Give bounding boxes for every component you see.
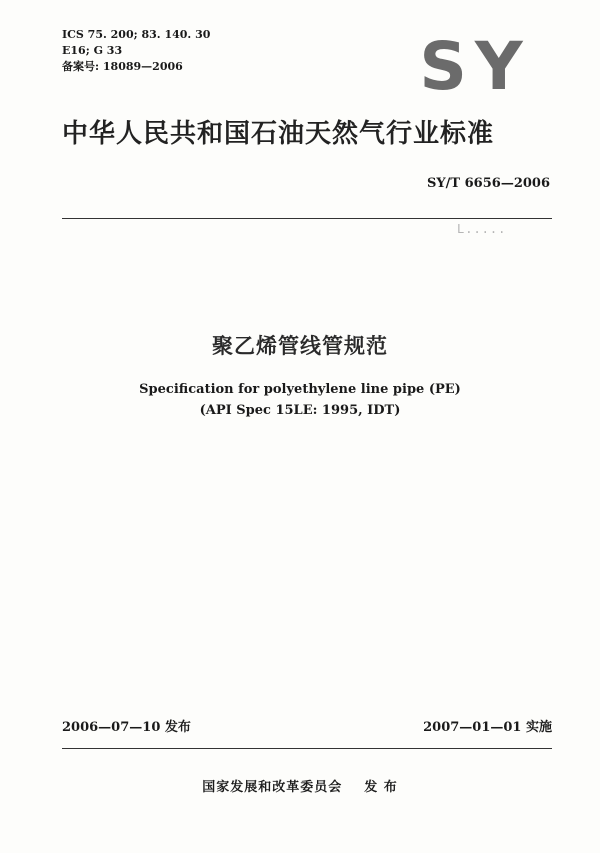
publish-action: 发 布 [364, 780, 398, 795]
sy-logo: SY [419, 28, 531, 105]
classification-code: E16; G 33 [62, 44, 123, 57]
document-title: 聚乙烯管线管规范 [212, 334, 388, 358]
adoption-note: (API Spec 15LE: 1995, IDT) [199, 403, 401, 418]
effective-date: 2007—01—01 实施 [423, 720, 552, 735]
ics-code: ICS 75. 200; 83. 140. 30 [62, 28, 211, 41]
english-title: Specification for polyethylene line pipe (PE) [139, 382, 461, 397]
standard-title: 中华人民共和国石油天然气行业标准 [62, 119, 495, 149]
standard-number: SY/T 6656—2006 [427, 176, 550, 191]
footer-divider [62, 748, 552, 749]
issue-date: 2006—07—10 发布 [62, 720, 191, 735]
issuer-name: 国家发展和改革委员会 [202, 780, 343, 795]
publisher-line [0, 776, 600, 795]
archive-stamp: L..... [457, 222, 507, 236]
record-number: 备案号: 18089—2006 [62, 60, 183, 73]
header-divider [62, 218, 552, 219]
